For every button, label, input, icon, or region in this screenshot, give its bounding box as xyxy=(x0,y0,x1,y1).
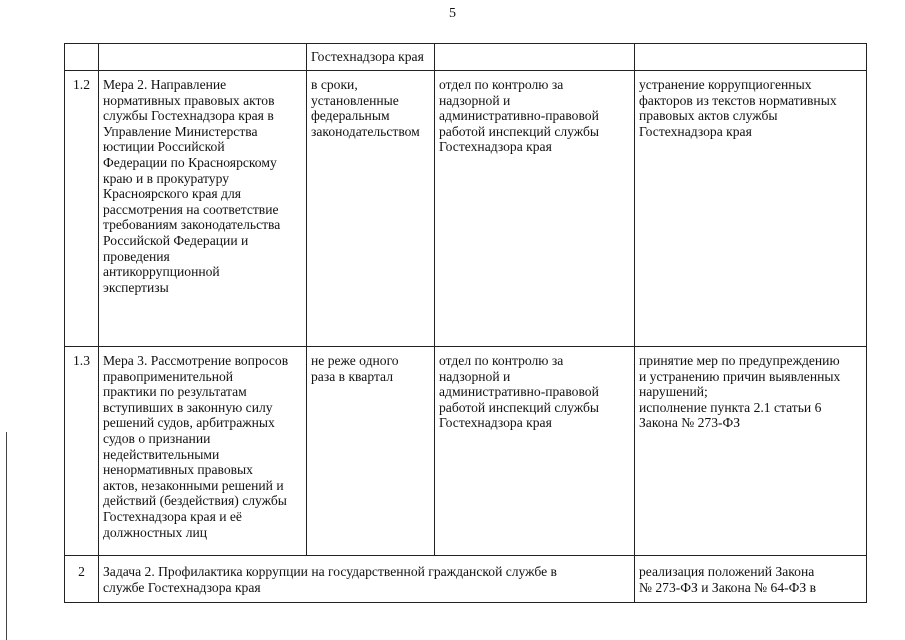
cell-measure: Мера 3. Рассмотрение вопросов правоприменительной практики по результатам вступивших в законную силу решений судов, арбитражных судов о признании недействительными ненормативных правовых актов, незаконными решений и действий (бездействия) службы Гостехнадзора края и её должностных лиц xyxy=(99,347,307,556)
cell-measure xyxy=(99,44,307,71)
scan-margin-line xyxy=(6,432,7,640)
cell-number: 1.3 xyxy=(65,347,99,556)
cell-number: 1.2 xyxy=(65,71,99,347)
anticorruption-plan-table xyxy=(64,43,867,603)
table-row-1-2 xyxy=(65,71,867,347)
cell-responsible xyxy=(435,44,635,71)
cell-responsible: отдел по контролю за надзорной и административно-правовой работой инспекций службы Гостехнадзора края xyxy=(435,347,635,556)
table-row-1-3 xyxy=(65,347,867,556)
cell-number: 2 xyxy=(65,556,99,603)
cell-deadline: Гостехнадзора края xyxy=(307,44,435,71)
cell-task: Задача 2. Профилактика коррупции на государственной гражданской службе в службе Гостехнадзора края xyxy=(99,556,635,603)
cell-result: устранение коррупциогенных факторов из текстов нормативных правовых актов службы Гостехнадзора края xyxy=(635,71,867,347)
cell-measure: Мера 2. Направление нормативных правовых актов службы Гостехнадзора края в Управление Министерства юстиции Российской Федерации по Красноярскому краю и в прокуратуру Красноярского края для рассмотрения на соответствие требованиям законодательства Российской Федерации и проведения антикоррупционной экспертизы xyxy=(99,71,307,347)
cell-result: принятие мер по предупреждению и устранению причин выявленных нарушений; исполнение пункта 2.1 статьи 6 Закона № 273-ФЗ xyxy=(635,347,867,556)
cell-responsible: отдел по контролю за надзорной и административно-правовой работой инспекций службы Гостехнадзора края xyxy=(435,71,635,347)
cell-deadline: в сроки, установленные федеральным законодательством xyxy=(307,71,435,347)
page-number: 5 xyxy=(449,6,456,21)
cell-number xyxy=(65,44,99,71)
table-row-2 xyxy=(65,556,867,603)
cell-deadline: не реже одного раза в квартал xyxy=(307,347,435,556)
cell-result xyxy=(635,44,867,71)
table-row-continuation xyxy=(65,44,867,71)
cell-result: реализация положений Закона № 273-ФЗ и Закона № 64-ФЗ в xyxy=(635,556,867,603)
